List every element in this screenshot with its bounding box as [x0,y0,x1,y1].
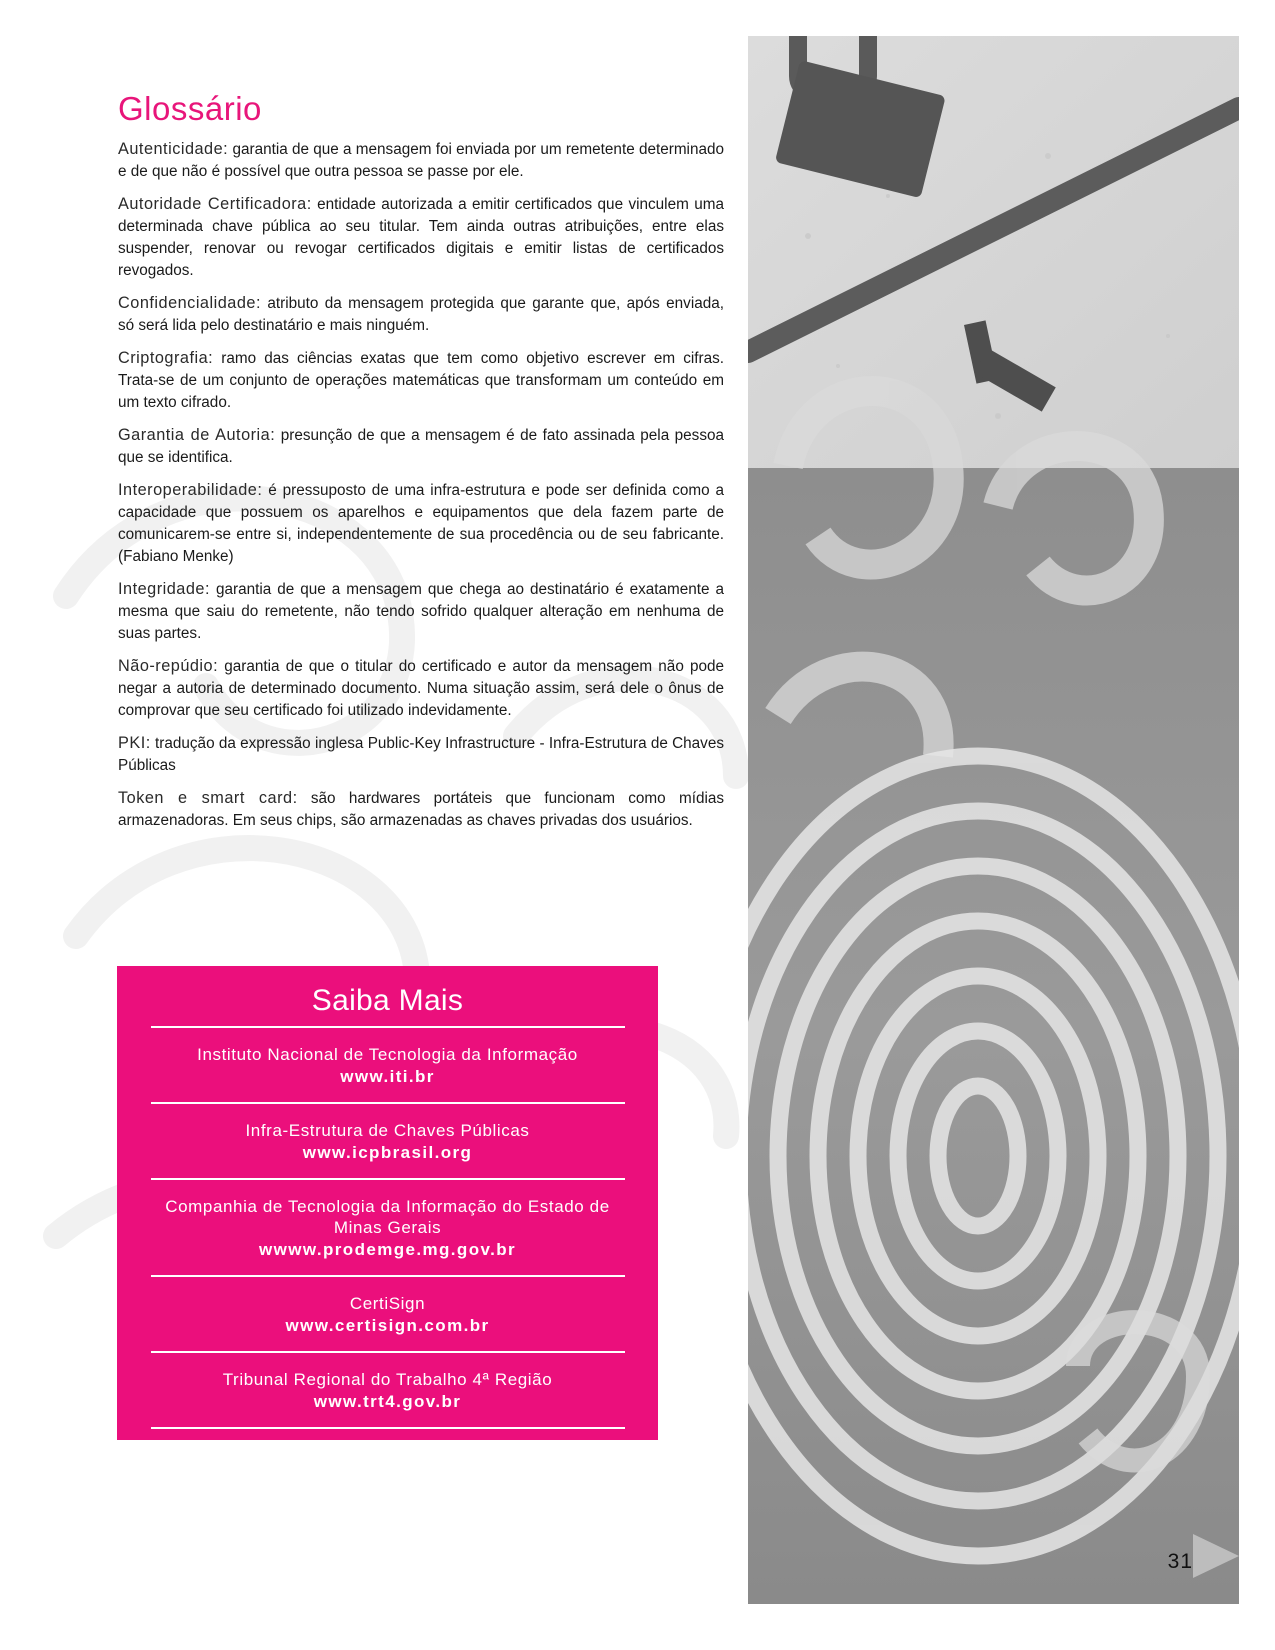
glossary-entry-criptografia [118,347,724,414]
resource-url[interactable]: www.modulo.com.br [292,1468,483,1487]
glossary-entry-token-smart-card [118,787,724,832]
document-page [36,36,1239,1604]
glossary-entry-integridade [118,578,724,645]
glossary-definition: é pressuposto de uma infra-estrutura e pode ser definida como a capacidade que possuem os aparelhos e equipamentos que dela fazem parte de comunicarem-se entre si, independentemente de sua procedência ou de seu fabricante. (Fabiano Menke) [118,482,724,565]
glossary-definition: garantia de que o titular do certificado e autor da mensagem não pode negar a autoria de determinado documento. Numa situação assim, será dele o ônus de comprovar que seu certificado foi utilizado indevidamente. [118,658,724,719]
resource-url[interactable]: www.icpbrasil.org [302,1143,473,1162]
resource-name: Tribunal Regional do Trabalho 4ª Região [222,1370,553,1389]
resource-name: CertiSign [349,1294,426,1313]
resource-url[interactable]: www.trt4.gov.br [313,1392,462,1411]
resource-link-icpbrasil [117,1104,658,1178]
glossary-entry-nao-repudio [118,655,724,722]
resource-link-certisign [117,1277,658,1351]
glossary-term: Confidencialidade: [118,294,261,312]
glossary-term: Garantia de Autoria: [118,426,276,444]
glossary-term: Autenticidade: [118,140,229,158]
glossary-definition: ramo das ciências exatas que tem como objetivo escrever em cifras. Trata-se de um conjunto de operações matemáticas que transformam um conteúdo em um texto cifrado. [118,350,724,411]
glossary-term: Criptografia: [118,349,214,367]
saiba-mais-box [117,966,658,1487]
glossary-term: Integridade: [118,580,210,598]
security-photo-panel [748,36,1239,1604]
page-number: 31 [1167,1550,1193,1573]
resource-name: Companhia de Tecnologia da Informação do Estado de Minas Gerais [165,1197,610,1237]
glossary-entry-confidencialidade [118,292,724,337]
saiba-mais-title: Saiba Mais [311,984,464,1017]
glossary-entry-pki [118,732,724,777]
glossary-definition: presunção de que a mensagem é de fato assinada pela pessoa que se identifica. [118,427,724,466]
glossary-definition: são hardwares portáteis que funcionam como mídias armazenadoras. Em seus chips, são armazenadas as chaves privadas dos usuários. [118,790,724,829]
resource-link-trt4 [117,1353,658,1427]
resource-name: Instituto Nacional de Tecnologia da Informação [197,1045,578,1064]
glossary-definition: entidade autorizada a emitir certificados que vinculem uma determinada chave pública ao seu titular. Tem ainda outras atribuições, entre elas suspender, renovar ou revogar certificados digitais e emitir listas de certificados revogados. [118,196,724,279]
glossary-definition: atributo da mensagem protegida que garante que, após enviada, só será lida pelo destinatário e mais ninguém. [118,295,724,334]
glossary-title: Glossário [118,90,262,127]
glossary-definition: garantia de que a mensagem que chega ao destinatário é exatamente a mesma que saiu do remetente, não tendo sofrido qualquer alteração em nenhuma de suas partes. [118,581,724,642]
glossary-entry-autenticidade [118,138,724,183]
glossary-entry-autoridade-certificadora [118,193,724,282]
glossary-term: Token e smart card: [118,789,298,807]
glossary-entry-interoperabilidade [118,479,724,568]
glossary-entry-garantia-de-autoria [118,424,724,469]
glossary-term: PKI: [118,734,151,752]
resource-link-modulo [117,1429,658,1503]
resource-url[interactable]: www.certisign.com.br [285,1316,490,1335]
resource-url[interactable]: www.iti.br [340,1067,435,1086]
photo-illustration [748,36,1239,1604]
glossary-section [118,90,724,842]
glossary-term: Não-repúdio: [118,657,219,675]
glossary-definition: garantia de que a mensagem foi enviada por um remetente determinado e de que não é possível que outra pessoa se passe por ele. [118,141,724,180]
resource-name: Módulo Security [322,1446,453,1465]
glossary-term: Interoperabilidade: [118,481,263,499]
resource-link-prodemge [117,1180,658,1275]
resource-url[interactable]: wwww.prodemge.mg.gov.br [259,1240,516,1259]
glossary-definition: tradução da expressão inglesa Public-Key Infrastructure - Infra-Estrutura de Chaves Públicas [118,735,724,774]
resource-name: Infra-Estrutura de Chaves Públicas [245,1121,530,1140]
resource-link-iti [117,1028,658,1102]
glossary-term: Autoridade Certificadora: [118,195,312,213]
